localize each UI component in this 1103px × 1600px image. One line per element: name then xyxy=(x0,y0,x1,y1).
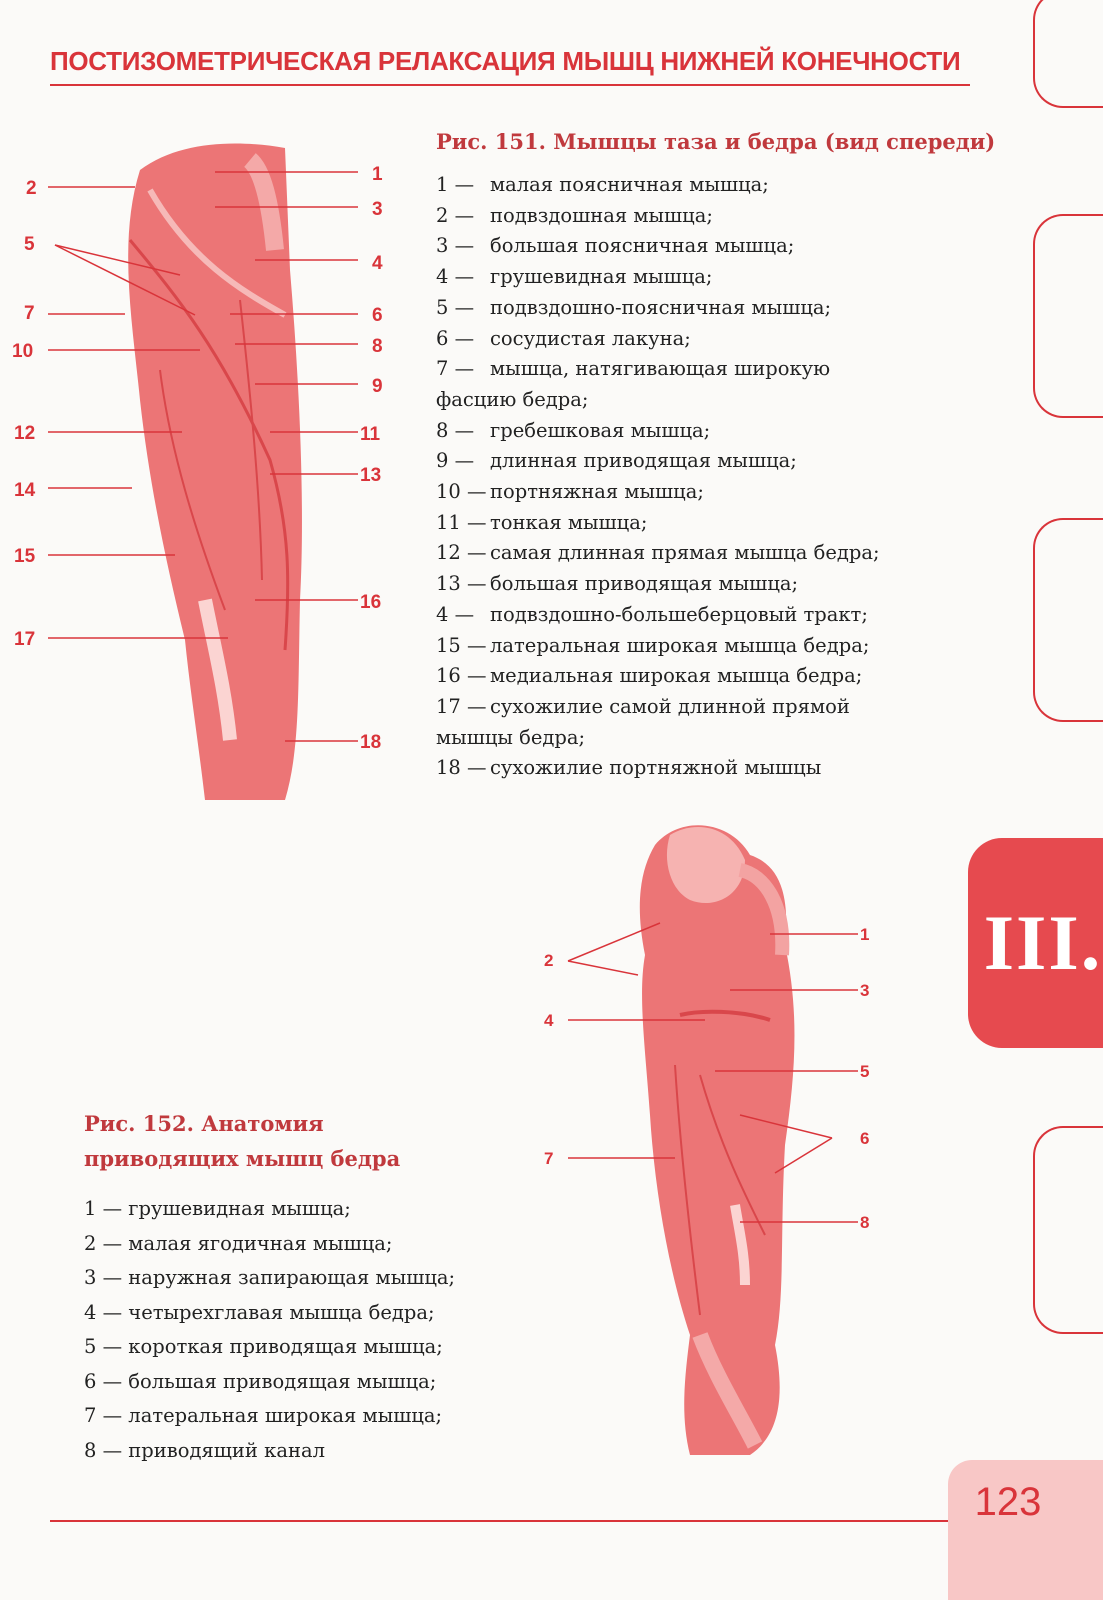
legend-item-number: 4 — xyxy=(436,602,475,626)
legend-item-text: тонкая мышца; xyxy=(490,510,648,534)
legend-item-number: 6 — xyxy=(436,326,475,350)
fig152-callout-5: 5 xyxy=(860,1062,870,1081)
legend-item-text: сухожилие портняжной мышцы xyxy=(490,756,822,780)
fig151-callout-4: 4 xyxy=(372,253,383,274)
legend-item: 3 — наружная запирающая мышца; xyxy=(84,1266,456,1289)
legend-item: 5 — короткая приводящая мышца; xyxy=(84,1335,443,1358)
fig151-callout-6: 6 xyxy=(372,305,383,326)
legend-item-number: 7 — xyxy=(436,357,475,381)
chapter-tab-1[interactable] xyxy=(1033,0,1103,108)
figure-151-title: Рис. 151. Мышцы таза и бедра (вид спереди) xyxy=(436,129,996,154)
legend-item xyxy=(436,231,916,262)
legend-item xyxy=(436,508,916,539)
page-header: ПОСТИЗОМЕТРИЧЕСКАЯ РЕЛАКСАЦИЯ МЫШЦ НИЖНЕЙ КОНЕЧНОСТИ xyxy=(50,46,961,76)
legend-item-number: 16 — xyxy=(436,664,487,688)
legend-item xyxy=(436,416,916,447)
legend-item-number: 17 — xyxy=(436,694,487,718)
legend-item-text: подвздошно-большеберцовый тракт; xyxy=(490,602,868,626)
fig151-callout-10: 10 xyxy=(12,341,34,362)
fig151-callout-15: 15 xyxy=(14,546,36,567)
legend-item-number: 10 — xyxy=(436,480,487,504)
fig151-callout-11: 11 xyxy=(360,424,381,445)
legend-item-number: 8 — xyxy=(436,418,475,442)
legend-item-text: малая поясничная мышца; xyxy=(490,173,769,196)
figure-152-title-line2: приводящих мышц бедра xyxy=(84,1146,401,1171)
fig151-callout-9: 9 xyxy=(372,376,383,397)
adductor-drawing xyxy=(640,825,795,1455)
legend-item-text: большая поясничная мышца; xyxy=(490,234,795,258)
thigh-front-drawing xyxy=(128,143,302,800)
legend-item-text: латеральная широкая мышца бедра; xyxy=(490,633,870,657)
legend-item xyxy=(436,354,916,415)
legend-item xyxy=(436,446,916,477)
legend-item xyxy=(436,262,916,293)
page-number: 123 xyxy=(974,1480,1042,1524)
legend-item-text: большая приводящая мышца; xyxy=(490,572,799,596)
legend-item xyxy=(436,538,916,569)
fig152-callout-8: 8 xyxy=(860,1213,870,1232)
legend-item xyxy=(436,661,916,692)
fig152-callout-6: 6 xyxy=(860,1129,870,1148)
figure-151-legend xyxy=(436,170,916,784)
legend-item xyxy=(436,293,916,324)
legend-item: 1 — грушевидная мышца; xyxy=(84,1197,351,1220)
fig152-callout-2: 2 xyxy=(544,951,554,970)
legend-item-text: подвздошная мышца; xyxy=(490,203,713,227)
legend-item-text: сухожилие самой длинной прямой мышцы бедра; xyxy=(436,694,850,749)
fig152-callout-3: 3 xyxy=(860,981,870,1000)
legend-item: 7 — латеральная широкая мышца; xyxy=(84,1404,443,1427)
figure-152-title-line1: Рис. 152. Анатомия xyxy=(84,1111,324,1136)
fig151-callout-1: 1 xyxy=(372,164,383,185)
legend-item-number: 1 — xyxy=(436,173,475,196)
legend-item: 8 — приводящий канал xyxy=(84,1438,325,1462)
fig152-callout-7: 7 xyxy=(544,1149,554,1168)
legend-item xyxy=(436,324,916,355)
fig151-callout-14: 14 xyxy=(14,480,36,501)
legend-item-text: грушевидная мышца; xyxy=(490,265,713,289)
legend-item-text: подвздошно-поясничная мышца; xyxy=(490,295,832,319)
fig151-callout-12: 12 xyxy=(14,423,36,444)
chapter-tab-active[interactable]: III. xyxy=(968,838,1103,1048)
legend-item-number: 5 — xyxy=(436,295,475,319)
legend-item xyxy=(436,170,916,201)
legend-item-text: сосудистая лакуна; xyxy=(490,326,691,350)
legend-item-text: портняжная мышца; xyxy=(490,480,704,504)
figure-152-title xyxy=(84,1106,400,1176)
fig151-callout-8: 8 xyxy=(372,336,383,357)
figure-152-legend xyxy=(84,1192,484,1468)
fig151-callout-2: 2 xyxy=(26,178,37,199)
fig151-callout-3: 3 xyxy=(372,199,383,220)
figure-152-illustration xyxy=(540,815,880,1465)
fig151-callout-5: 5 xyxy=(24,234,35,255)
legend-item xyxy=(436,477,916,508)
legend-item-number: 9 — xyxy=(436,449,475,473)
legend-item-text: длинная приводящая мышца; xyxy=(490,449,797,473)
fig151-callout-13: 13 xyxy=(360,465,382,486)
legend-item-number: 18 — xyxy=(436,756,487,780)
legend-item xyxy=(436,631,916,662)
legend-item-text: медиальная широкая мышца бедра; xyxy=(490,664,863,688)
page-number-box xyxy=(948,1460,1103,1600)
legend-item-number: 15 — xyxy=(436,633,487,657)
legend-item: 4 — четырехглавая мышца бедра; xyxy=(84,1300,435,1324)
legend-item xyxy=(436,569,916,600)
fig151-callout-18: 18 xyxy=(360,732,382,753)
chapter-tab-3[interactable] xyxy=(1033,518,1103,722)
legend-item-number: 3 — xyxy=(436,234,475,258)
legend-item-number: 11 — xyxy=(436,510,487,534)
legend-item-number: 4 — xyxy=(436,265,475,289)
legend-item: 6 — большая приводящая мышца; xyxy=(84,1369,437,1393)
legend-item-text: гребешковая мышца; xyxy=(490,418,711,442)
legend-item-text: мышца, натягивающая широкую фасцию бедра; xyxy=(436,357,831,411)
legend-item xyxy=(436,600,916,631)
legend-item-number: 13 — xyxy=(436,572,487,596)
fig151-callout-16: 16 xyxy=(360,592,382,613)
chapter-tab-2[interactable] xyxy=(1033,214,1103,418)
legend-item-number: 12 — xyxy=(436,541,487,565)
fig152-callout-4: 4 xyxy=(544,1011,554,1030)
footer-rule xyxy=(50,1520,948,1522)
figure-151-illustration xyxy=(0,130,420,950)
legend-item xyxy=(436,692,916,753)
chapter-tab-5[interactable] xyxy=(1033,1126,1103,1334)
fig151-callout-7: 7 xyxy=(24,303,35,324)
fig151-callout-17: 17 xyxy=(14,629,36,650)
legend-item xyxy=(436,201,916,232)
legend-item-number: 2 — xyxy=(436,203,475,227)
legend-item-text: самая длинная прямая мышца бедра; xyxy=(490,541,880,565)
legend-item xyxy=(436,753,916,784)
header-rule xyxy=(50,84,970,86)
legend-item: 2 — малая ягодичная мышца; xyxy=(84,1231,393,1255)
fig152-callout-1: 1 xyxy=(860,925,870,944)
